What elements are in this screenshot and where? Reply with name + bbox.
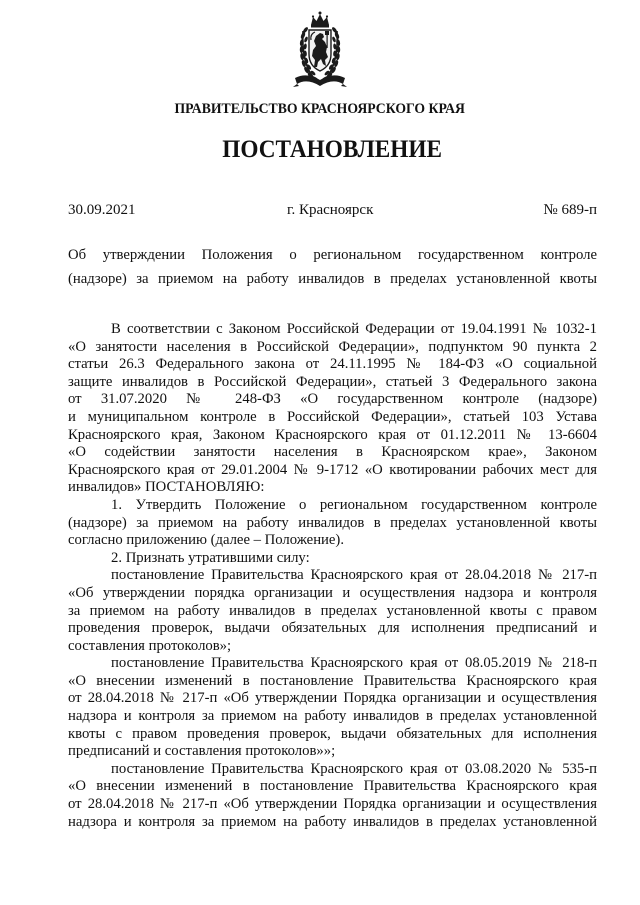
document-type-title: ПОСТАНОВЛЕНИЕ <box>222 136 442 163</box>
document-city: г. Красноярск <box>287 202 374 218</box>
body-line: предписаний и составления протоколов»»; <box>68 743 336 760</box>
body-line: «Об утверждении порядка организации и осуществления надзора и контроля <box>68 584 597 601</box>
body-line: «О занятости населения в Российской Федерации», подпунктом 90 пункта 2 <box>68 338 597 355</box>
issuer-heading: ПРАВИТЕЛЬСТВО КРАСНОЯРСКОГО КРАЯ <box>174 101 466 117</box>
body-line: 1. Утвердить Положение о региональном государственном контроле <box>111 496 597 513</box>
document-subject <box>68 244 597 291</box>
body-paragraph <box>68 321 597 497</box>
body-line: и муниципальном контроле в Российской Федерации», статьей 103 Устава <box>68 408 597 425</box>
body-line: защите инвалидов в Российской Федерации», статьей 3 Федерального закона <box>68 373 597 390</box>
emblem-ribbon <box>293 75 347 87</box>
subject-line: Об утверждении Положения о региональном государственном контроле <box>68 247 597 263</box>
body-line: постановление Правительства Красноярского края от 03.08.2020 № 535-п <box>111 760 597 777</box>
body-line: статьи 26.3 Федерального закона от 24.11.1995 № 184-ФЗ «О социальной <box>68 356 597 373</box>
body-line: от 28.04.2018 № 217-п «Об утверждении Порядка организации и осуществления <box>68 690 597 707</box>
body-line: за приемом на работу инвалидов в пределах установленной квоты с правом <box>68 602 597 619</box>
body-line: «О внесении изменений в постановление Правительства Красноярского края <box>68 672 597 689</box>
body-line: от 31.07.2020 № 248-ФЗ «О государственном контроле (надзоре) <box>68 391 597 408</box>
body-paragraph <box>68 567 597 655</box>
subject-line: (надзоре) за приемом на работу инвалидов в пределах установленной квоты <box>68 270 597 287</box>
document-date: 30.09.2021 <box>68 202 136 218</box>
body-line: «О содействии занятости населения в Красноярском крае», Законом <box>68 444 597 461</box>
body-line: инвалидов» ПОСТАНОВЛЯЮ: <box>68 479 265 496</box>
body-line: В соответствии с Законом Российской Федерации от 19.04.1991 № 1032-1 <box>111 321 597 337</box>
body-paragraph <box>68 550 597 568</box>
issuer-heading-row <box>0 101 640 118</box>
body-paragraph <box>68 655 597 761</box>
body-line: проведения проверок, выдачи обязательных для исполнения предписаний и <box>68 620 597 637</box>
body-line: от 28.04.2018 № 217-п «Об утверждении Порядка организации и осуществления <box>68 796 597 813</box>
body-line: (надзоре) за приемом на работу инвалидов в пределах установленной квоты <box>68 514 597 531</box>
document-body <box>68 321 597 831</box>
body-line: «О внесении изменений в постановление Правительства Красноярского края <box>68 778 597 795</box>
body-line: 2. Признать утратившими силу: <box>111 549 310 566</box>
body-paragraph <box>68 497 597 550</box>
body-line: согласно приложению (далее – Положение). <box>68 532 344 549</box>
document-number: № 689-п <box>543 202 597 218</box>
emblem-crown <box>311 12 329 28</box>
body-line: надзора и контроля за приемом на работу инвалидов в пределах установленной <box>68 708 597 725</box>
document-type-row <box>0 136 640 164</box>
coat-of-arms-emblem <box>292 10 348 88</box>
body-line: постановление Правительства Красноярского края от 08.05.2019 № 218-п <box>111 655 597 672</box>
body-line: Красноярского края, Законом Красноярского края от 01.12.2011 № 13-6604 <box>68 426 597 443</box>
body-line: квоты с правом проведения проверок, выдачи обязательных для исполнения <box>68 725 597 742</box>
body-line: Красноярского края от 29.01.2004 № 9-1712 «О квотировании рабочих мест для <box>68 461 597 478</box>
body-paragraph <box>68 761 597 831</box>
body-line: надзора и контроля за приемом на работу инвалидов в пределах установленной <box>68 813 597 830</box>
body-line: составления протоколов»; <box>68 637 232 654</box>
body-line: постановление Правительства Красноярского края от 28.04.2018 № 217-п <box>111 567 597 584</box>
